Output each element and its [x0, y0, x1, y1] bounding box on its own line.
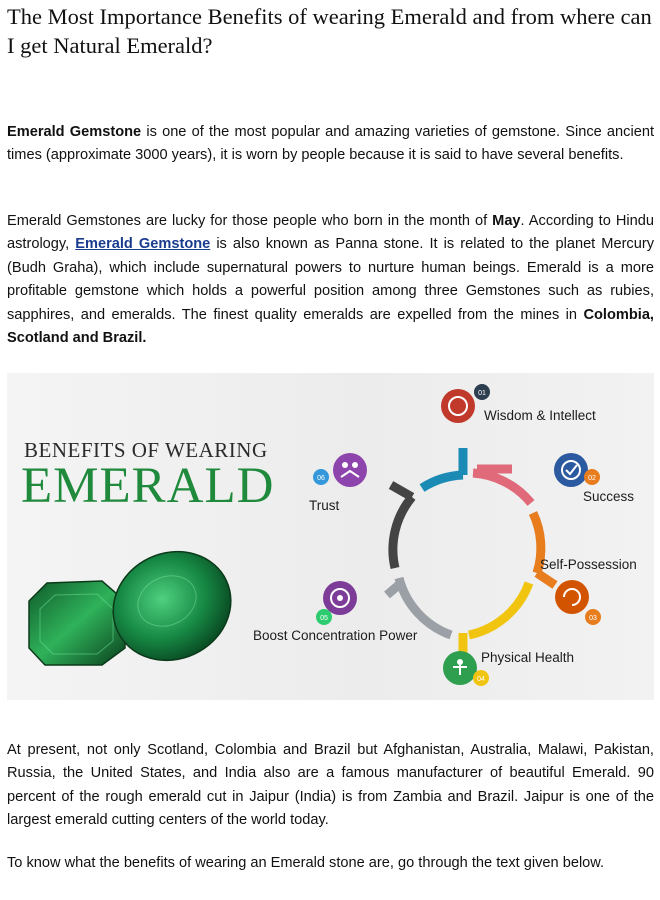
- svg-text:02: 02: [588, 475, 596, 482]
- brain-head-icon: [441, 384, 490, 423]
- svg-text:01: 01: [478, 390, 486, 397]
- ring-segment-03-stem: [537, 573, 555, 585]
- intro-text: is one of the most popular and amazing varieties of gemstone. Since ancient times (approximate 3000 years), it is worn by people because it is said to have several benefits.: [7, 124, 654, 164]
- ring-segment-04: [469, 583, 529, 635]
- month-may-bold: May: [492, 213, 521, 229]
- svg-text:04: 04: [477, 676, 485, 683]
- ring-segment-01: [422, 475, 463, 488]
- astrology-paragraph: [7, 210, 654, 350]
- astrology-text-2: . According to Hindu astrology,: [7, 213, 654, 253]
- refresh-person-icon: [555, 580, 601, 625]
- ring-segment-05: [399, 578, 451, 635]
- producers-paragraph: At present, not only Scotland, Colombia and Brazil but Afghanistan, Australia, Malawi, Pakistan, Russia, the United States, and India also are a famous manufacturer of beautiful Emerald. 90 percent of the rough emerald cut in Jaipur (India) is from Zambia and Brazil. Jaipur is one of the largest emerald cutting centers of the world today.: [7, 742, 654, 829]
- focus-target-icon: [316, 581, 357, 625]
- emerald-gemstone-bold: Emerald Gemstone: [7, 124, 142, 140]
- benefit-label-physical-health: Physical Health: [481, 650, 575, 665]
- svg-text:03: 03: [589, 615, 597, 622]
- emerald-gemstone-link[interactable]: Emerald Gemstone: [75, 236, 211, 253]
- benefit-label-concentration: Boost Concentration Power: [253, 628, 418, 643]
- ring-segment-05-stem: [387, 583, 401, 595]
- intro-paragraph: [7, 121, 654, 168]
- handshake-people-icon: [313, 453, 367, 487]
- mines-countries-bold: Colombia, Scotland and Brazil.: [7, 306, 654, 347]
- article-title: The Most Importance Benefits of wearing Emerald and from where can I get Natural Emerald?: [7, 4, 652, 58]
- benefit-label-wisdom: Wisdom & Intellect: [484, 408, 596, 423]
- astrology-text-3: is also known as Panna stone. It is related to the planet Mercury (Budh Graha), which include supernatural powers to nurture human beings. Emerald is a more profitable gemstone which holds a powerful position among three Gemstones such as rubies, sapphires, and emeralds. The finest quality emeralds are expelled from the mines in: [7, 236, 654, 323]
- svg-text:05: 05: [320, 615, 328, 622]
- ring-segment-02: [473, 473, 531, 503]
- target-check-icon: [554, 453, 600, 487]
- astrology-text-1: Emerald Gemstones are lucky for those people who born in the month of: [7, 213, 493, 229]
- ring-segment-06: [393, 497, 412, 568]
- benefits-infographic: [7, 373, 654, 700]
- infographic-heading-big: EMERALD: [21, 458, 275, 514]
- benefit-label-self-possession: Self-Possession: [540, 557, 637, 572]
- svg-text:06: 06: [317, 475, 325, 482]
- infographic-heading-small: BENEFITS OF WEARING: [24, 438, 268, 462]
- ring-segment-06-stem: [391, 485, 412, 497]
- benefit-label-trust: Trust: [309, 498, 340, 513]
- closing-paragraph: To know what the benefits of wearing an Emerald stone are, go through the text given below.: [7, 855, 605, 871]
- benefit-label-success: Success: [583, 489, 635, 504]
- emerald-stones-image: [29, 533, 249, 680]
